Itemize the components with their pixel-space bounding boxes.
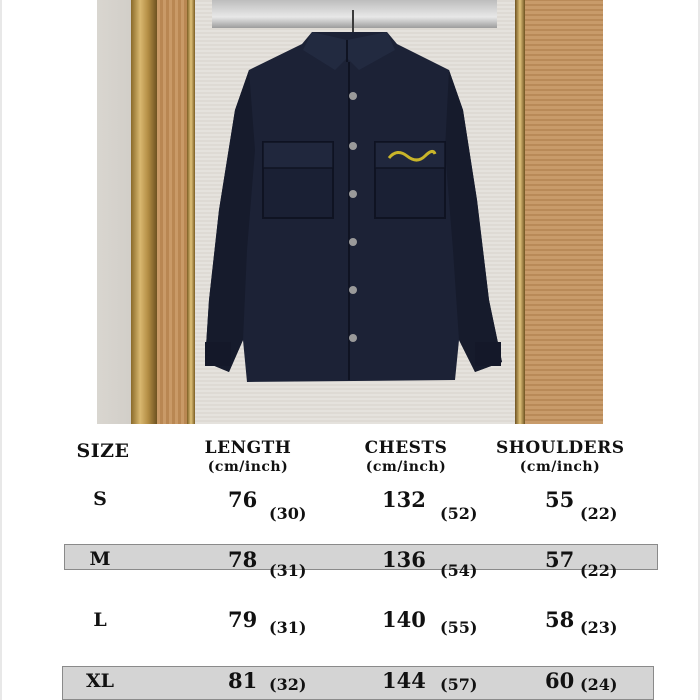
row-s-shoulder-in: (22) (580, 504, 618, 523)
header-length: LENGTH (204, 438, 292, 458)
header-length-unit: (cm/inch) (207, 459, 289, 475)
row-l-shoulder-cm: 58 (545, 607, 575, 632)
row-m-length-cm: 78 (228, 547, 258, 572)
row-xl-chest-in: (57) (440, 675, 478, 694)
row-xl-shoulder-in: (24) (580, 675, 618, 694)
row-s-length-in: (30) (269, 504, 307, 523)
header-chests: CHESTS (364, 438, 448, 458)
row-m-shoulder-cm: 57 (545, 547, 575, 572)
row-l-chest-cm: 140 (382, 607, 426, 632)
row-l-size: L (93, 609, 107, 631)
row-l-chest-in: (55) (440, 618, 478, 637)
row-s-chest-in: (52) (440, 504, 478, 523)
row-m-chest-cm: 136 (382, 547, 426, 572)
header-size: SIZE (76, 440, 130, 462)
header-shoulders-unit: (cm/inch) (519, 459, 601, 475)
row-l-length-in: (31) (269, 618, 307, 637)
row-xl-size: XL (85, 670, 115, 692)
row-s-size: S (93, 488, 107, 510)
row-xl-shoulder-cm: 60 (545, 668, 575, 693)
header-shoulders: SHOULDERS (496, 438, 625, 458)
row-xl-chest-cm: 144 (382, 668, 426, 693)
row-l-length-cm: 79 (228, 607, 258, 632)
row-s-shoulder-cm: 55 (545, 487, 575, 512)
row-s-length-cm: 76 (228, 487, 258, 512)
row-xl-length-cm: 81 (228, 668, 258, 693)
row-xl-length-in: (32) (269, 675, 307, 694)
row-m-length-in: (31) (269, 561, 307, 580)
product-photo (97, 0, 603, 424)
shirt-image (97, 0, 603, 424)
row-m-chest-in: (54) (440, 561, 478, 580)
size-chart (0, 424, 700, 700)
header-chests-unit: (cm/inch) (365, 459, 447, 475)
row-s-chest-cm: 132 (382, 487, 426, 512)
row-m-shoulder-in: (22) (580, 561, 618, 580)
row-m-size: M (89, 548, 111, 570)
row-l-shoulder-in: (23) (580, 618, 618, 637)
